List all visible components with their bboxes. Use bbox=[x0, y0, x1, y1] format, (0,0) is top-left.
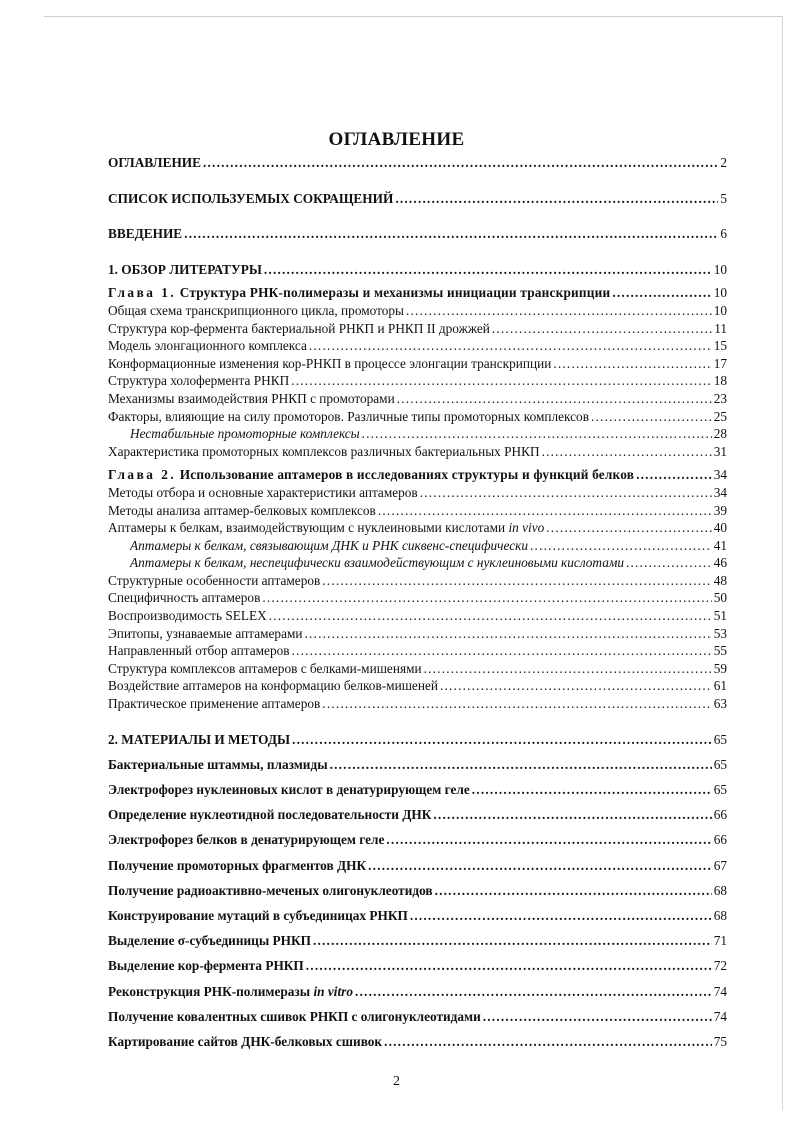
toc-entry-page: 18 bbox=[713, 373, 727, 389]
toc-entry-page: 63 bbox=[713, 696, 727, 712]
toc-entry-page: 10 bbox=[713, 302, 727, 318]
toc-leader-dots bbox=[322, 572, 711, 590]
toc-entry-materials-methods[interactable] bbox=[108, 731, 727, 749]
toc-entry[interactable] bbox=[108, 857, 727, 875]
toc-entry[interactable] bbox=[108, 695, 727, 713]
toc-entry[interactable] bbox=[108, 607, 727, 625]
toc-entry-title: Характеристика промоторных комплексов различных бактериальных РНКП bbox=[108, 443, 540, 459]
toc-entry[interactable] bbox=[108, 983, 727, 1001]
toc-entry-title: Специфичность аптамеров bbox=[108, 590, 261, 606]
toc-leader-dots bbox=[184, 225, 718, 243]
toc-entry[interactable] bbox=[108, 390, 727, 408]
toc-leader-dots bbox=[483, 1008, 712, 1026]
toc-entry-page: 25 bbox=[713, 408, 727, 424]
toc-entry[interactable] bbox=[108, 572, 727, 590]
toc-entry-literature-review[interactable] bbox=[108, 261, 727, 279]
toc-entry-page: 39 bbox=[713, 502, 727, 518]
toc-entry-title: 2. МАТЕРИАЛЫ И МЕТОДЫ bbox=[108, 731, 291, 747]
toc-entry[interactable] bbox=[108, 1033, 727, 1051]
toc-entry[interactable] bbox=[108, 302, 727, 320]
toc-leader-dots bbox=[384, 1033, 712, 1051]
toc-leader-dots bbox=[269, 607, 712, 625]
toc-entry-title: Электрофорез нуклеиновых кислот в денатурирующем геле bbox=[108, 782, 470, 797]
toc-entry-title: Аптамеры к белкам, взаимодействующим с нуклеиновыми кислотами in vivo bbox=[108, 520, 545, 536]
toc-entry-title: СПИСОК ИСПОЛЬЗУЕМЫХ СОКРАЩЕНИЙ bbox=[108, 190, 394, 206]
toc-leader-dots bbox=[305, 625, 712, 643]
toc-subentry[interactable] bbox=[108, 554, 727, 572]
toc-entry-page: 61 bbox=[713, 678, 727, 694]
toc-leader-dots bbox=[406, 302, 712, 320]
toc-entry[interactable] bbox=[108, 484, 727, 502]
toc-leader-dots bbox=[636, 466, 712, 484]
toc-entry-title: ВВЕДЕНИЕ bbox=[108, 226, 183, 242]
toc-entry-page: 48 bbox=[713, 572, 727, 588]
toc-entry-title: Эпитопы, узнаваемые аптамерами bbox=[108, 625, 303, 641]
toc-entry-title: Практическое применение аптамеров bbox=[108, 696, 321, 712]
toc-entry-abbreviations[interactable] bbox=[108, 190, 727, 208]
table-of-contents bbox=[108, 154, 727, 1050]
chapter-label: Глава 1. bbox=[108, 285, 177, 301]
toc-entry-title: Структура комплексов аптамеров с белками-мишенями bbox=[108, 660, 422, 676]
toc-entry[interactable] bbox=[108, 831, 727, 849]
toc-leader-dots bbox=[292, 731, 712, 749]
toc-entry-page: 65 bbox=[713, 756, 727, 772]
toc-entry-title: Электрофорез белков в денатурирующем геле bbox=[108, 832, 385, 848]
toc-entry-title: Выделение σ-субъединицы РНКП bbox=[108, 933, 311, 949]
toc-entry-page: 23 bbox=[713, 390, 727, 406]
toc-leader-dots bbox=[362, 425, 712, 443]
toc-leader-dots bbox=[435, 882, 712, 900]
toc-entry-title: Получение промоторных фрагментов ДНК bbox=[108, 857, 367, 873]
toc-entry-page: 6 bbox=[720, 226, 727, 242]
toc-entry-contents[interactable] bbox=[108, 154, 727, 172]
toc-entry-page: 53 bbox=[713, 625, 727, 641]
toc-entry-page: 72 bbox=[713, 958, 727, 974]
toc-entry-page: 50 bbox=[713, 590, 727, 606]
toc-entry[interactable] bbox=[108, 660, 727, 678]
toc-leader-dots bbox=[546, 519, 711, 537]
toc-entry[interactable] bbox=[108, 756, 727, 774]
toc-entry-title: Глава 2. Использование аптамеров в исследованиях структуры и функций белков bbox=[108, 467, 635, 483]
toc-leader-dots bbox=[542, 443, 712, 461]
toc-entry[interactable] bbox=[108, 337, 727, 355]
toc-entry-page: 51 bbox=[713, 608, 727, 624]
toc-entry-page: 68 bbox=[713, 907, 727, 923]
toc-entry-page: 34 bbox=[713, 484, 727, 500]
toc-entry-title: Аптамеры к белкам, связывающим ДНК и РНК сиквенс-специфически bbox=[130, 537, 529, 553]
toc-entry-title: Картирование сайтов ДНК-белковых сшивок bbox=[108, 1033, 383, 1049]
toc-entry-title: Структура холофермента РНКП bbox=[108, 373, 290, 389]
toc-leader-dots bbox=[433, 806, 711, 824]
toc-entry-page: 10 bbox=[713, 285, 727, 301]
toc-leader-dots bbox=[264, 261, 712, 279]
toc-leader-dots bbox=[612, 284, 711, 302]
toc-entry[interactable] bbox=[108, 642, 727, 660]
toc-leader-dots bbox=[530, 537, 712, 555]
toc-leader-dots bbox=[313, 932, 712, 950]
toc-leader-dots bbox=[440, 677, 712, 695]
toc-leader-dots bbox=[203, 154, 718, 172]
toc-leader-dots bbox=[378, 502, 712, 520]
toc-entry-title: Воспроизводимость SELEX bbox=[108, 608, 267, 624]
toc-leader-dots bbox=[420, 484, 712, 502]
toc-entry-page: 71 bbox=[713, 933, 727, 949]
toc-entry-title: Модель элонгационного комплекса bbox=[108, 338, 307, 354]
page-number: 2 bbox=[393, 1074, 400, 1089]
toc-leader-dots bbox=[386, 831, 711, 849]
toc-leader-dots bbox=[472, 781, 712, 799]
toc-entry-page: 2 bbox=[720, 155, 727, 170]
toc-entry[interactable] bbox=[108, 372, 727, 390]
toc-leader-dots bbox=[591, 408, 712, 426]
toc-entry-title: 1. ОБЗОР ЛИТЕРАТУРЫ bbox=[108, 261, 262, 277]
page-title: ОГЛАВЛЕНИЕ bbox=[328, 128, 465, 150]
toc-entry[interactable] bbox=[108, 957, 727, 975]
toc-entry-title: Структура кор-фермента бактериальной РНКП и РНКП II дрожжей bbox=[108, 320, 490, 336]
toc-entry-page: 34 bbox=[713, 467, 727, 483]
toc-leader-dots bbox=[322, 695, 711, 713]
toc-entry-title: Воздействие аптамеров на конформацию белков-мишеней bbox=[108, 678, 438, 694]
toc-entry-chapter-1[interactable] bbox=[108, 284, 727, 302]
toc-entry[interactable] bbox=[108, 519, 727, 537]
toc-entry[interactable] bbox=[108, 589, 727, 607]
toc-leader-dots bbox=[626, 554, 712, 572]
toc-entry-page: 65 bbox=[713, 731, 727, 747]
toc-entry[interactable] bbox=[108, 408, 727, 426]
toc-leader-dots bbox=[395, 190, 718, 208]
toc-leader-dots bbox=[306, 957, 712, 975]
toc-entry[interactable] bbox=[108, 932, 727, 950]
toc-entry-title: Получение радиоактивно-меченых олигонуклеотидов bbox=[108, 882, 433, 898]
toc-entry-title: Конструирование мутаций в субъединицах РНКП bbox=[108, 907, 408, 923]
toc-leader-dots bbox=[368, 857, 712, 875]
toc-entry-title: Методы отбора и основные характеристики аптамеров bbox=[108, 484, 418, 500]
toc-entry-page: 31 bbox=[713, 443, 727, 459]
toc-entry-page: 66 bbox=[713, 832, 727, 848]
toc-entry-page: 65 bbox=[713, 782, 727, 797]
toc-entry-title: Факторы, влияющие на силу промоторов. Различные типы промоторных комплексов bbox=[108, 408, 589, 424]
toc-entry[interactable] bbox=[108, 443, 727, 461]
toc-entry-page: 10 bbox=[713, 261, 727, 277]
toc-leader-dots bbox=[291, 372, 712, 390]
toc-entry[interactable] bbox=[108, 677, 727, 695]
toc-entry-title: Общая схема транскрипционного цикла, промоторы bbox=[108, 302, 404, 318]
toc-leader-dots bbox=[330, 756, 712, 774]
toc-leader-dots bbox=[355, 983, 712, 1001]
toc-entry-title: ОГЛАВЛЕНИЕ bbox=[108, 155, 201, 170]
toc-entry-title: Глава 1. Структура РНК-полимеразы и механизмы инициации транскрипции bbox=[108, 285, 611, 301]
toc-entry[interactable] bbox=[108, 907, 727, 925]
toc-entry-page: 46 bbox=[713, 555, 727, 571]
toc-entry-page: 74 bbox=[713, 983, 727, 999]
toc-entry-page: 40 bbox=[713, 520, 727, 536]
toc-subentry[interactable] bbox=[108, 425, 727, 443]
toc-entry-title: Нестабильные промоторные комплексы bbox=[130, 426, 360, 442]
toc-entry-title: Бактериальные штаммы, плазмиды bbox=[108, 756, 328, 772]
toc-entry[interactable] bbox=[108, 355, 727, 373]
toc-entry[interactable] bbox=[108, 320, 727, 338]
toc-entry-title: Методы анализа аптамер-белковых комплексов bbox=[108, 502, 376, 518]
toc-entry-introduction[interactable] bbox=[108, 225, 727, 243]
toc-leader-dots bbox=[553, 355, 711, 373]
toc-entry-chapter-2[interactable] bbox=[108, 466, 727, 484]
toc-entry-page: 55 bbox=[713, 643, 727, 659]
toc-leader-dots bbox=[492, 320, 712, 338]
toc-entry-page: 67 bbox=[713, 857, 727, 873]
toc-entry-page: 11 bbox=[714, 320, 727, 336]
toc-entry-title: Реконструкция РНК-полимеразы in vitro bbox=[108, 983, 353, 999]
toc-entry-page: 68 bbox=[713, 882, 727, 898]
toc-entry-title: Структурные особенности аптамеров bbox=[108, 572, 321, 588]
chapter-label: Глава 2. bbox=[108, 467, 177, 483]
toc-entry-page: 41 bbox=[713, 537, 727, 553]
toc-entry[interactable] bbox=[108, 806, 727, 824]
toc-entry-page: 74 bbox=[713, 1008, 727, 1024]
page-frame-right bbox=[782, 16, 783, 1110]
toc-entry-title: Направленный отбор аптамеров bbox=[108, 643, 290, 659]
toc-leader-dots bbox=[397, 390, 712, 408]
toc-entry-title: Получение ковалентных сшивок РНКП с олигонуклеотидами bbox=[108, 1008, 481, 1024]
toc-entry-page: 66 bbox=[713, 807, 727, 823]
toc-entry-title: Механизмы взаимодействия РНКП с промоторами bbox=[108, 390, 395, 406]
toc-entry-page: 75 bbox=[713, 1033, 727, 1049]
toc-entry-page: 17 bbox=[713, 355, 727, 371]
toc-entry[interactable] bbox=[108, 882, 727, 900]
toc-entry[interactable] bbox=[108, 625, 727, 643]
toc-entry[interactable] bbox=[108, 781, 727, 799]
toc-entry-title: Определение нуклеотидной последовательности ДНК bbox=[108, 807, 432, 823]
toc-entry-page: 5 bbox=[720, 190, 727, 206]
toc-entry-title: Выделение кор-фермента РНКП bbox=[108, 958, 304, 974]
toc-leader-dots bbox=[424, 660, 712, 678]
toc-entry[interactable] bbox=[108, 1008, 727, 1026]
toc-entry-page: 28 bbox=[713, 426, 727, 442]
toc-subentry[interactable] bbox=[108, 537, 727, 555]
toc-entry-title: Конформационные изменения кор-РНКП в процессе элонгации транскрипции bbox=[108, 355, 552, 371]
page-frame-top bbox=[44, 16, 783, 17]
toc-leader-dots bbox=[262, 589, 711, 607]
toc-leader-dots bbox=[410, 907, 712, 925]
toc-entry-title: Аптамеры к белкам, неспецифически взаимодействующим с нуклеиновыми кислотами bbox=[130, 555, 624, 571]
toc-entry-page: 59 bbox=[713, 660, 727, 676]
toc-entry[interactable] bbox=[108, 502, 727, 520]
toc-leader-dots bbox=[309, 337, 712, 355]
toc-leader-dots bbox=[292, 642, 712, 660]
toc-entry-page: 15 bbox=[713, 338, 727, 354]
